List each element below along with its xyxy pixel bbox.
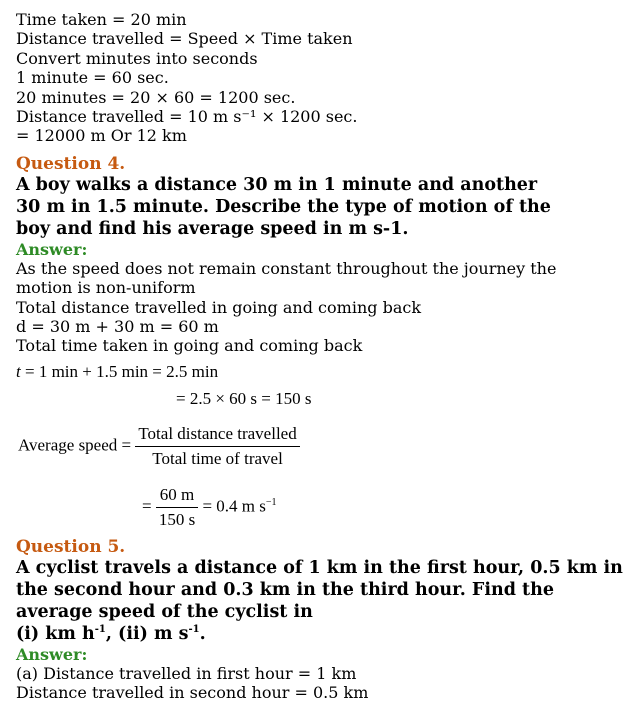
question-4-heading: Question 4. [16,153,126,174]
question-4-text: A boy walks a distance 30 m in 1 minute and another 30 m in 1.5 minute. Describe the type of motion of the boy and find his average speed in m s-1. [16,174,551,239]
units-period: . [199,624,206,644]
result-unit-exponent: −1 [265,496,277,508]
result-value: = 0.4 m s [198,496,266,516]
intro-line: Distance travelled = Speed × Time taken [16,29,353,49]
time-equation-line-1 [16,362,218,382]
intro-line: 1 minute = 60 sec. [16,68,169,88]
question-5-heading: Question 5. [16,537,126,557]
question-4-answer-label: Answer: [16,239,88,259]
answer-line: Distance travelled in second hour = 0.5 km [16,683,369,703]
question-5-answer-label: Answer: [16,645,88,664]
time-equation-line-2: = 2.5 × 60 s = 150 s [176,389,312,408]
intro-line: Distance travelled = 10 m s⁻¹ × 1200 sec. [16,107,358,127]
question-5-text-line: the second hour and 0.3 km in the third hour. Find the [16,580,554,600]
answer-line: motion is non-uniform [16,278,196,298]
answer-line: (a) Distance travelled in first hour = 1 km [16,664,357,683]
unit-a: (i) km h [16,624,95,644]
average-speed-result [142,485,277,530]
average-speed-fraction [135,424,299,469]
question-5-section [16,537,623,703]
answer-line: Total distance travelled in going and coming back [16,297,422,317]
intro-line: 20 minutes = 20 × 60 = 1200 sec. [16,87,296,107]
average-speed-formula [18,424,300,469]
time-variable: t [16,362,21,381]
fraction-numerator: 60 m [156,485,198,508]
unit-b-exponent: -1 [188,624,200,636]
average-speed-label: Average speed = [18,435,132,455]
question-5-text-line: average speed of the cyclist in [16,602,313,622]
fraction-denominator: 150 s [158,510,196,529]
unit-b: , (ii) m s [105,624,189,644]
answer-line: Total time taken in going and coming back [16,336,363,356]
question-5-text-line: A cyclist travels a distance of 1 km in the first hour, 0.5 km in [16,558,623,578]
unit-a-exponent: -1 [94,624,106,636]
intro-line: Time taken = 20 min [16,10,187,29]
fraction-numerator: Total distance travelled [135,424,299,447]
result-fraction [156,485,198,530]
intro-line: = 12000 m Or 12 km [16,126,187,146]
intro-section [16,10,551,146]
intro-line: Convert minutes into seconds [16,48,258,68]
question-5-units [16,623,551,645]
answer-line: d = 30 m + 30 m = 60 m [16,317,219,337]
time-equation-text: = 1 min + 1.5 min = 2.5 min [20,362,219,381]
equals-sign: = [142,496,152,516]
fraction-denominator: Total time of travel [152,449,283,468]
content-page [16,10,557,356]
answer-line: As the speed does not remain constant throughout the journey the [16,258,557,278]
question-4-section [16,153,557,356]
